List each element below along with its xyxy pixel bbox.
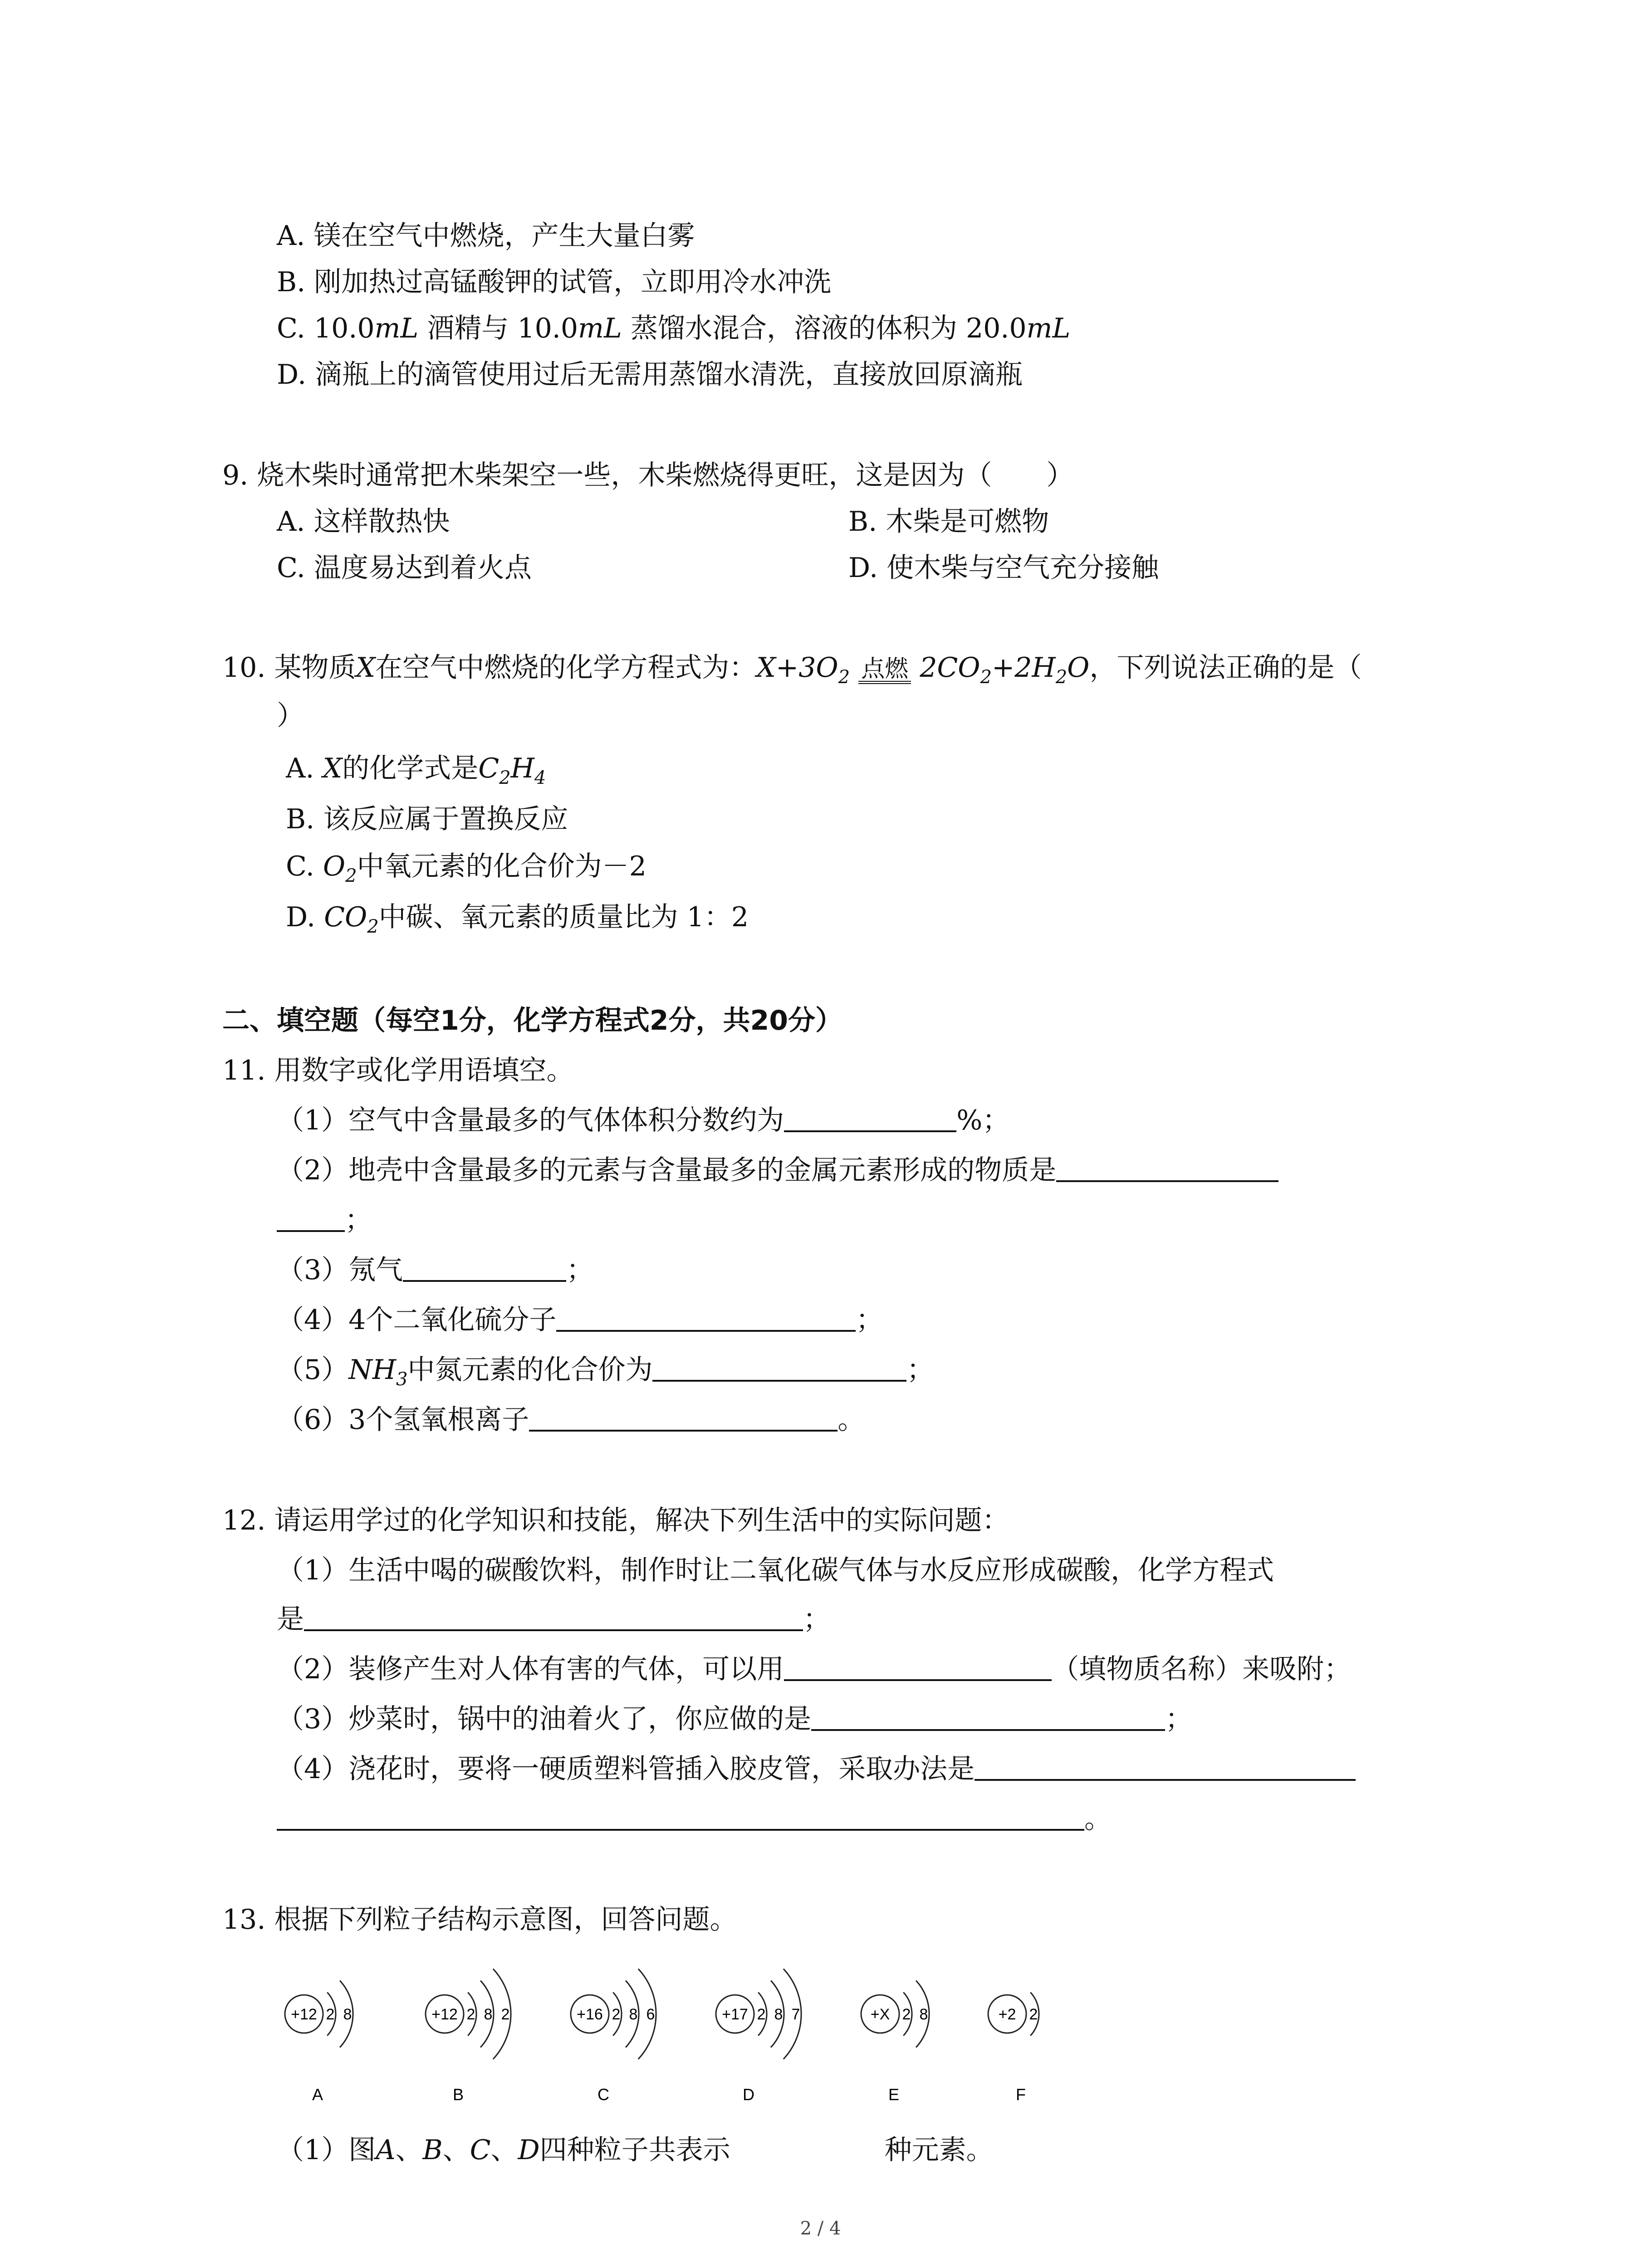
answer-blank[interactable] xyxy=(975,1758,1356,1781)
nucleus-charge: +17 xyxy=(722,2006,748,2023)
diagram-label: C xyxy=(598,2085,609,2104)
electron-count: 8 xyxy=(484,2006,493,2023)
answer-blank[interactable] xyxy=(403,1259,566,1282)
q12-part2: （2）装修产生对人体有害的气体，可以用 （填物质名称）来吸附； xyxy=(277,1653,1352,1685)
nucleus-charge: +12 xyxy=(431,2006,458,2023)
q9-option-b: B. 木柴是可燃物 xyxy=(848,506,1049,538)
particle-structure-diagrams xyxy=(254,1964,1161,2118)
q13-part1: （1）图A、B、C、D四种粒子共表示 种元素。 xyxy=(277,2134,994,2166)
section-title: 二、填空题（每空1分，化学方程式2分，共20分） xyxy=(222,1005,843,1036)
electron-count: 2 xyxy=(466,2006,475,2023)
diagram-label: B xyxy=(452,2085,464,2104)
answer-blank[interactable] xyxy=(556,1309,856,1332)
atom-diagram-e xyxy=(861,1980,929,2104)
q12-part4-cont: 。 xyxy=(277,1805,1112,1833)
nucleus-charge: +2 xyxy=(998,2006,1016,2023)
electron-count: 2 xyxy=(902,2006,911,2023)
diagram-label: D xyxy=(743,2085,754,2104)
q12-part1-cont: 是 ； xyxy=(277,1603,830,1635)
q11-part5: $(5)NH_3$中氮元素的化合价为 ； xyxy=(277,1354,934,1390)
answer-blank[interactable] xyxy=(811,1708,1165,1731)
q12-part1: （1）生活中喝的碳酸饮料，制作时让二氧化碳气体与水反应形成碳酸，化学方程式 xyxy=(277,1554,1274,1586)
electron-count: 8 xyxy=(919,2006,928,2023)
answer-blank[interactable] xyxy=(1056,1159,1279,1182)
q8-option-a: A. 镁在空气中燃烧，产生大量白雾 xyxy=(277,220,695,252)
q9-stem: 9. 烧木柴时通常把木柴架空一些，木柴燃烧得更旺，这是因为（ ） xyxy=(222,459,1074,491)
electron-count: 2 xyxy=(1029,2006,1038,2023)
q10-stem: 10. 某物质X在空气中燃烧的化学方程式为：$X+3O_2$ 点燃 $2CO_2+2H_2O$，下列说法正确的是（ xyxy=(222,652,1362,688)
q8-option-b: B. 刚加热过高锰酸钾的试管，立即用冷水冲洗 xyxy=(277,266,832,298)
atom-diagram-d xyxy=(716,1969,801,2104)
electron-count: 8 xyxy=(629,2006,638,2023)
answer-blank[interactable] xyxy=(304,1608,803,1631)
page-number: 2 / 4 xyxy=(800,2218,841,2239)
q10-option-c: C. $O_2$中氧元素的化合价为－2 xyxy=(286,850,647,886)
q9-option-d: D. 使木柴与空气充分接触 xyxy=(848,552,1159,584)
q10-option-a: A. X的化学式是$C_2H_4$ xyxy=(286,753,546,788)
q11-part2: （2）地壳中含量最多的元素与含量最多的金属元素形成的物质是 xyxy=(277,1157,1279,1184)
atom-diagram-c xyxy=(571,1969,656,2104)
diagram-label: F xyxy=(1016,2085,1026,2104)
q11-part1: （1）空气中含量最多的气体体积分数约为 %； xyxy=(277,1105,1010,1136)
diagram-label: A xyxy=(312,2085,323,2104)
electron-count: 8 xyxy=(774,2006,783,2023)
q11-part2-cont: ； xyxy=(277,1207,372,1234)
q10-option-b: B. 该反应属于置换反应 xyxy=(286,803,568,835)
nucleus-charge: +16 xyxy=(577,2006,603,2023)
q11-part3: （3）氖气 ； xyxy=(277,1254,594,1286)
answer-blank[interactable] xyxy=(277,1209,345,1232)
electron-count: 6 xyxy=(646,2006,655,2023)
q12-part3: （3）炒菜时，锅中的油着火了，你应做的是 ； xyxy=(277,1703,1193,1735)
electron-count: 8 xyxy=(343,2006,352,2023)
nucleus-charge: +X xyxy=(870,2006,890,2023)
q13-stem: 13. 根据下列粒子结构示意图，回答问题。 xyxy=(222,1904,737,1936)
nucleus-charge: +12 xyxy=(291,2006,317,2023)
electron-count: 2 xyxy=(326,2006,335,2023)
q8-option-d: D. 滴瓶上的滴管使用过后无需用蒸馏水清洗，直接放回原滴瓶 xyxy=(277,359,1023,391)
answer-blank[interactable] xyxy=(277,1808,1084,1831)
answer-blank[interactable] xyxy=(652,1359,906,1382)
electron-count: 7 xyxy=(791,2006,800,2023)
electron-count: 2 xyxy=(612,2006,621,2023)
q10-stem-close: ） xyxy=(277,700,304,732)
q11-part6: （6）3个氢氧根离子 。 xyxy=(277,1404,865,1436)
q12-stem: 12. 请运用学过的化学知识和技能，解决下列生活中的实际问题： xyxy=(222,1505,1009,1536)
answer-blank[interactable] xyxy=(529,1409,838,1432)
answer-blank[interactable] xyxy=(784,1110,956,1132)
electron-count: 2 xyxy=(501,2006,510,2023)
q9-option-c: C. 温度易达到着火点 xyxy=(277,552,532,584)
q11-stem: 11. 用数字或化学用语填空。 xyxy=(222,1055,574,1086)
q12-part4: （4）浇花时，要将一硬质塑料管插入胶皮管，采取办法是 xyxy=(277,1755,1356,1783)
diagram-label: E xyxy=(888,2085,900,2104)
atom-diagram-b xyxy=(426,1969,511,2104)
q10-option-d: D. $CO_2$中碳、氧元素的质量比为 1：2 xyxy=(286,901,749,937)
electron-count: 2 xyxy=(757,2006,766,2023)
q8-option-c: C. 10.0mL 酒精与 10.0mL 蒸馏水混合，溶液的体积为 20.0mL xyxy=(277,313,1071,344)
atom-diagram-f xyxy=(988,1992,1039,2104)
reaction-condition: 点燃 xyxy=(858,657,911,684)
q9-option-a: A. 这样散热快 xyxy=(277,506,450,538)
q11-part4: （4）4个二氧化硫分子 ； xyxy=(277,1304,883,1336)
answer-blank[interactable] xyxy=(784,1658,1052,1681)
atom-diagram-a xyxy=(285,1980,353,2104)
